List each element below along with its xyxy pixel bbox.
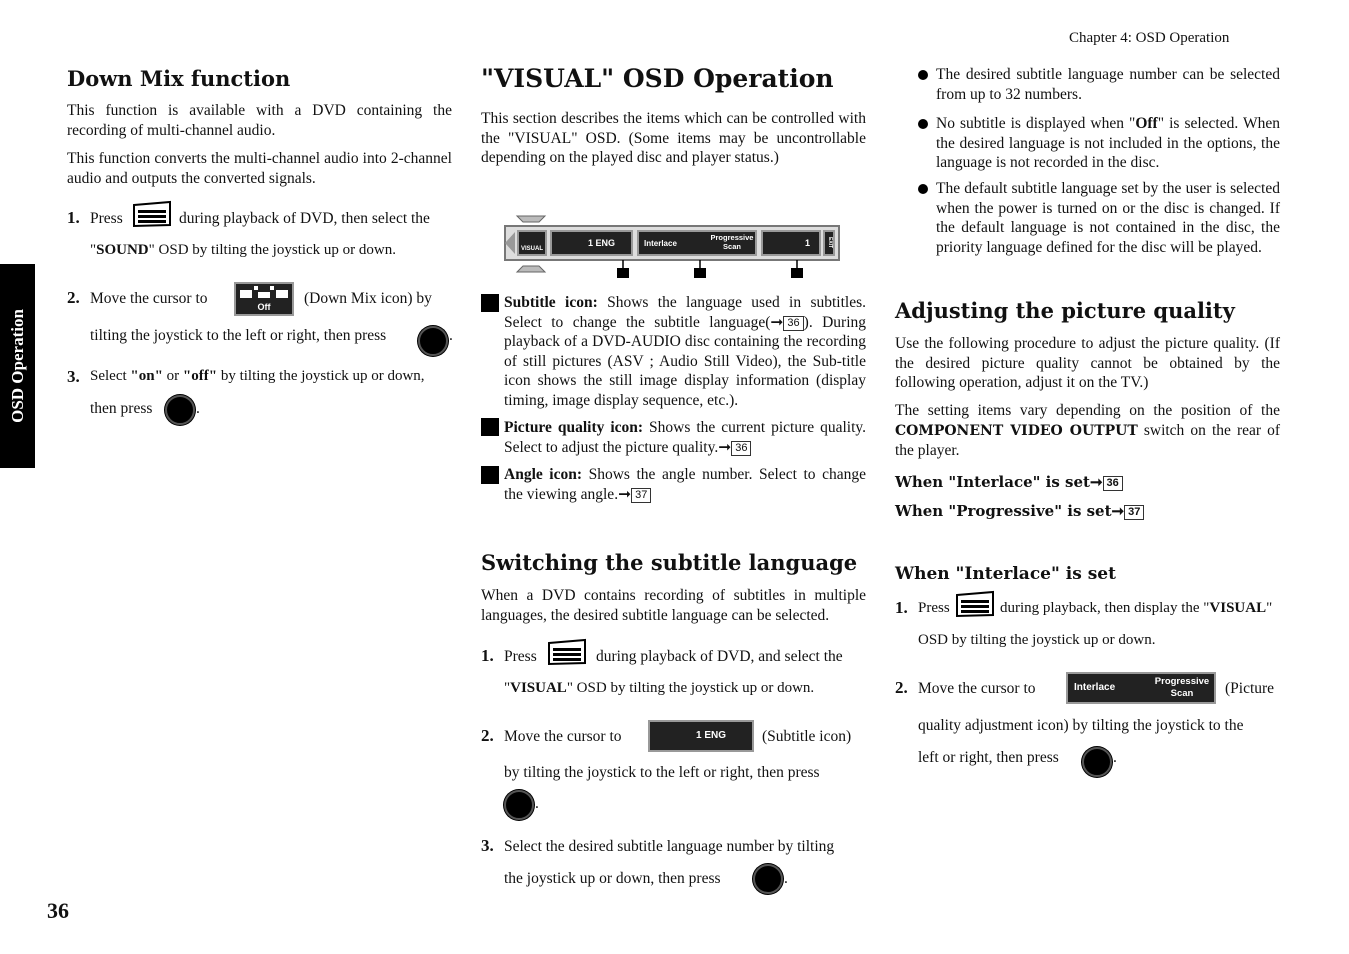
step-text: (Subtitle icon) bbox=[762, 728, 852, 745]
legend-marker bbox=[481, 294, 499, 312]
picture-quality-icon-inline bbox=[1066, 672, 1216, 704]
step-text: by tilting the joystick to the left or right, then press bbox=[504, 764, 820, 781]
step-number: 1. bbox=[895, 598, 908, 617]
step-number: 3. bbox=[481, 836, 494, 855]
subtitle-icon: 1 ENG bbox=[550, 230, 633, 256]
visual-osd-intro: This section describes the items which can be controlled with the "VISUAL" OSD. (Some items may be uncontrollable depending on the played disc and player status.) bbox=[481, 110, 866, 166]
enter-button-icon bbox=[504, 790, 534, 820]
step-text: during playback of DVD, and select the bbox=[596, 648, 843, 665]
step-text: tilting the joystick to the left or right, then press bbox=[90, 327, 387, 344]
step-number: 1. bbox=[481, 646, 494, 665]
step-number: 1. bbox=[67, 208, 80, 227]
visual-button-icon bbox=[132, 200, 172, 228]
enter-button-icon bbox=[418, 326, 448, 356]
enter-button-icon bbox=[1082, 747, 1112, 777]
picture-icon-desc: Picture quality icon: Shows the current picture quality. Select to adjust the picture quality.➞ 36 bbox=[504, 419, 867, 456]
page-number: 36 bbox=[47, 898, 69, 923]
speaker-icon bbox=[236, 284, 292, 304]
period: . bbox=[1113, 749, 1117, 766]
osd-bar-diagram bbox=[503, 208, 843, 280]
down-mix-icon-label: Off bbox=[257, 302, 271, 312]
step-number: 3. bbox=[67, 367, 80, 386]
step-text: OSD by tilting the joystick up or down. bbox=[918, 632, 1156, 648]
side-tab bbox=[0, 264, 35, 468]
progressive-label: Progressive Scan bbox=[1154, 676, 1210, 699]
subtitle-icon-inline: 1 ENG bbox=[648, 720, 754, 752]
interlace-section-title: When "Interlace" is set bbox=[895, 564, 1116, 584]
bullet-text: No subtitle is displayed when "Off" is selected. When the desired language is not included in the options, the language is not recorded in the disc. bbox=[936, 115, 1280, 171]
visual-osd-title: "VISUAL" OSD Operation bbox=[481, 64, 834, 93]
step-text: Move the cursor to bbox=[918, 680, 1036, 697]
chapter-header: Chapter 4: OSD Operation bbox=[1069, 30, 1230, 46]
down-mix-title: Down Mix function bbox=[67, 66, 291, 91]
legend-marker bbox=[481, 466, 499, 484]
angle-icon: 1 bbox=[761, 230, 821, 256]
enter-button-icon bbox=[165, 395, 195, 425]
picture-quality-p2: The setting items vary depending on the position of the COMPONENT VIDEO OUTPUT switch on the rear of the player. bbox=[895, 402, 1281, 459]
step-text: during playback of DVD, then select the bbox=[179, 210, 430, 227]
visual-tab-icon: VISUAL bbox=[517, 230, 547, 256]
interlace-label: Interlace bbox=[1074, 682, 1116, 693]
subtitle-section-title: Switching the subtitle language bbox=[481, 550, 858, 575]
visual-button-icon bbox=[955, 590, 995, 618]
down-mix-icon bbox=[234, 282, 294, 316]
step-text: quality adjustment icon) by tilting the joystick to the bbox=[918, 717, 1244, 734]
step-text: Select the desired subtitle language number by tilting bbox=[504, 838, 835, 855]
period: . bbox=[535, 795, 539, 812]
legend-marker bbox=[481, 418, 499, 436]
subtitle-icon-desc: Subtitle icon: Shows the language used in subtitles. Select to change the subtitle language(➞ 36 ). During playback of a DVD-AUDIO disc containing the recording of still pictures (ASV ; Audio Still Video), the Sub-title icon shows the still image display information (display timing, image display sequence, etc.). bbox=[504, 294, 867, 409]
exit-icon: EXIT bbox=[823, 230, 835, 256]
picture-quality-p1: Use the following procedure to adjust the picture quality. (If the desired picture quality cannot be obtained by the following operation, adjust it on the TV.) bbox=[895, 335, 1280, 391]
step-number: 2. bbox=[895, 678, 908, 697]
side-tab-label: OSD Operation bbox=[7, 309, 27, 423]
period: . bbox=[196, 400, 200, 417]
step-text: Press bbox=[504, 648, 537, 665]
step-text: Move the cursor to bbox=[90, 290, 208, 307]
bullet bbox=[918, 70, 928, 80]
when-progressive-link[interactable]: When "Progressive" is set➞ 37 bbox=[895, 502, 1144, 520]
period: . bbox=[449, 327, 453, 344]
bullet-text: The default subtitle language set by the user is selected when the power is turned on or the disc is changed. If the default language is not contained in the disc, the priority language defined for the disc will be played. bbox=[936, 180, 1280, 256]
step-text: Select "on" or "off" by tilting the joystick up or down, bbox=[90, 368, 425, 384]
step-text: left or right, then press bbox=[918, 749, 1059, 766]
step-text: "VISUAL" OSD by tilting the joystick up or down. bbox=[504, 680, 815, 696]
step-text: (Picture bbox=[1225, 680, 1275, 697]
step-text: "SOUND" OSD by tilting the joystick up or down. bbox=[90, 242, 397, 258]
when-interlace-link[interactable]: When "Interlace" is set➞ 36 bbox=[895, 473, 1123, 491]
enter-button-icon bbox=[753, 864, 783, 894]
step-number: 2. bbox=[67, 288, 80, 307]
picture-quality-title: Adjusting the picture quality bbox=[895, 298, 1235, 323]
subtitle-section-p: When a DVD contains recording of subtitles in multiple languages, the desired subtitle language can be selected. bbox=[481, 587, 866, 624]
picture-quality-icon bbox=[637, 230, 757, 256]
step-text: Move the cursor to bbox=[504, 728, 622, 745]
bullet bbox=[918, 184, 928, 194]
step-text: Press bbox=[918, 600, 950, 616]
step-text: the joystick up or down, then press bbox=[504, 870, 721, 887]
interlace-label: Interlace bbox=[644, 239, 677, 248]
step-number: 2. bbox=[481, 726, 494, 745]
bullet-text: The desired subtitle language number can be selected from up to 32 numbers. bbox=[936, 66, 1280, 103]
period: . bbox=[784, 870, 788, 887]
step-text: (Down Mix icon) by bbox=[304, 290, 432, 307]
step-text: Press bbox=[90, 210, 123, 227]
step-text: then press bbox=[90, 400, 153, 417]
step-text: during playback, then display the "VISUAL" bbox=[1000, 600, 1273, 616]
angle-icon-desc: Angle icon: Shows the angle number. Select to change the viewing angle.➞ 37 bbox=[504, 466, 866, 503]
down-mix-p1: This function is available with a DVD containing the recording of multi-channel audio. bbox=[67, 102, 452, 139]
down-mix-p2: This function converts the multi-channel audio into 2-channel audio and outputs the converted signals. bbox=[67, 150, 452, 187]
progressive-label: Progressive Scan bbox=[710, 233, 754, 251]
visual-button-icon bbox=[547, 638, 587, 666]
bullet bbox=[918, 119, 928, 129]
